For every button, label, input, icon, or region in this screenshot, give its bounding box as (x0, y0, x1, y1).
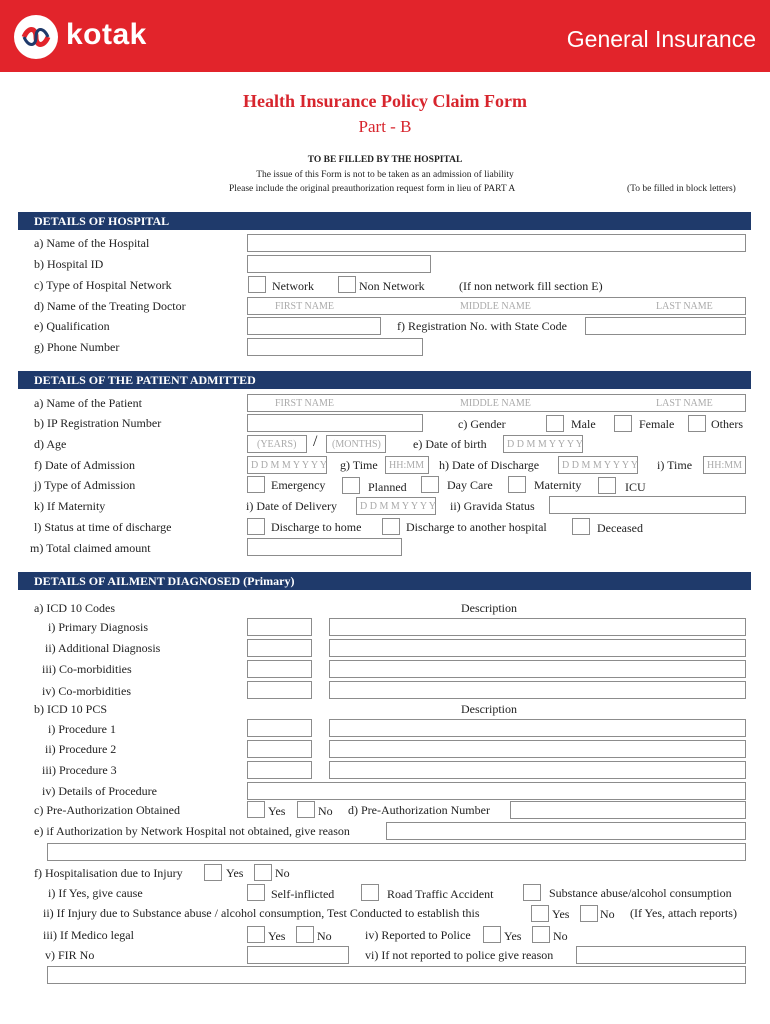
registration-field[interactable] (585, 317, 746, 335)
police-yes-label: Yes (504, 929, 522, 943)
proc2-label: ii) Procedure 2 (45, 742, 117, 756)
test-yes-label: Yes (552, 907, 570, 921)
injury-yes-label: Yes (226, 866, 244, 880)
time-placeholder: HH:MM (389, 460, 425, 471)
section-hospital: DETAILS OF HOSPITAL (18, 212, 751, 230)
auth-reason-label: e) if Authorization by Network Hospital not obtained, give reason (34, 824, 350, 838)
preauth-note: Please include the original preauthorization request form in lieu of PART A (229, 184, 516, 194)
admission-time-field[interactable] (385, 456, 429, 474)
additional-dx-code[interactable] (247, 639, 312, 657)
form-part: Part - B (358, 117, 412, 136)
registration-label: f) Registration No. with State Code (397, 319, 567, 333)
substance-checkbox[interactable] (523, 884, 541, 901)
comorb4-label: iv) Co-morbidities (42, 684, 131, 698)
deceased-label: Deceased (597, 521, 643, 535)
preauth-label: c) Pre-Authorization Obtained (34, 803, 180, 817)
comorb4-desc[interactable] (329, 681, 746, 699)
age-label: d) Age (34, 437, 67, 451)
auth-reason-field-2[interactable] (47, 843, 746, 861)
discharge-home-checkbox[interactable] (247, 518, 265, 535)
non-network-label: Non Network (359, 279, 425, 293)
time-placeholder: HH:MM (707, 460, 743, 471)
substance-test-label: ii) If Injury due to Substance abuse / alcohol consumption, Test Conducted to establish this (43, 906, 480, 920)
phone-field[interactable] (247, 338, 423, 356)
comorb3-label: iii) Co-morbidities (42, 662, 132, 676)
police-no-label: No (553, 929, 568, 943)
injury-yes-checkbox[interactable] (204, 864, 222, 881)
form-title: Health Insurance Policy Claim Form (243, 91, 527, 111)
years-placeholder: (YEARS) (257, 439, 297, 450)
primary-dx-label: i) Primary Diagnosis (48, 620, 148, 634)
product-name: General Insurance (566, 26, 756, 52)
date-placeholder: D D M M Y Y Y Y (562, 460, 639, 471)
hospital-name-field[interactable] (247, 234, 746, 252)
section-ailment: DETAILS OF AILMENT DIAGNOSED (Primary) (18, 572, 751, 590)
dob-field[interactable] (503, 435, 583, 453)
medico-yes-checkbox[interactable] (247, 926, 265, 943)
substance-label: Substance abuse/alcohol consumption (549, 886, 732, 900)
block-letters-note: (To be filled in block letters) (627, 184, 736, 194)
not-reported-field-2[interactable] (47, 966, 746, 984)
police-no-checkbox[interactable] (532, 926, 550, 943)
female-checkbox[interactable] (614, 415, 632, 432)
ip-reg-label: b) IP Registration Number (34, 416, 162, 430)
doctor-name-field[interactable] (247, 297, 746, 315)
first-name-placeholder: FIRST NAME (275, 398, 334, 409)
dob-label: e) Date of birth (413, 437, 487, 451)
patient-name-field[interactable] (247, 394, 746, 412)
planned-checkbox[interactable] (342, 477, 360, 494)
police-yes-checkbox[interactable] (483, 926, 501, 943)
phone-label: g) Phone Number (34, 340, 120, 354)
brand-logo-text: kotak (66, 18, 147, 51)
date-placeholder: D D M M Y Y Y Y (507, 439, 584, 450)
discharge-other-checkbox[interactable] (382, 518, 400, 535)
filled-by-note: TO BE FILLED BY THE HOSPITAL (307, 155, 463, 165)
qualification-field[interactable] (247, 317, 381, 335)
fir-label: v) FIR No (45, 948, 95, 962)
admission-date-field[interactable] (247, 456, 327, 474)
discharge-time-label: i) Time (657, 458, 693, 472)
primary-dx-code[interactable] (247, 618, 312, 636)
maternity-checkbox[interactable] (508, 476, 526, 493)
others-checkbox[interactable] (688, 415, 706, 432)
network-type-label: c) Type of Hospital Network (34, 278, 172, 292)
proc1-label: i) Procedure 1 (48, 722, 116, 736)
non-network-note: (If non network fill section E) (459, 279, 603, 293)
preauth-yes-checkbox[interactable] (247, 801, 265, 818)
self-inflicted-checkbox[interactable] (247, 884, 265, 901)
comorb4-code[interactable] (247, 681, 312, 699)
maternity-label: k) If Maternity (34, 499, 106, 513)
medico-no-checkbox[interactable] (296, 926, 314, 943)
icd10-label: a) ICD 10 Codes (34, 601, 115, 615)
gender-label: c) Gender (458, 417, 506, 431)
test-yes-checkbox[interactable] (531, 905, 549, 922)
admission-type-label: j) Type of Admission (34, 478, 136, 492)
ip-reg-field[interactable] (247, 414, 423, 432)
deceased-checkbox[interactable] (572, 518, 590, 535)
age-years-field[interactable] (247, 435, 307, 453)
gravida-label: ii) Gravida Status (450, 499, 535, 513)
emergency-label: Emergency (271, 478, 326, 492)
reported-police-label: iv) Reported to Police (365, 928, 471, 942)
proc3-desc[interactable] (329, 761, 746, 779)
medico-yes-label: Yes (268, 929, 286, 943)
last-name-placeholder: LAST NAME (656, 301, 713, 312)
icu-checkbox[interactable] (598, 477, 616, 494)
hospital-name-label: a) Name of the Hospital (34, 236, 150, 250)
auth-reason-field[interactable] (386, 822, 746, 840)
middle-name-placeholder: MIDDLE NAME (460, 398, 531, 409)
comorb3-desc[interactable] (329, 660, 746, 678)
hospital-id-field[interactable] (247, 255, 431, 273)
proc1-desc[interactable] (329, 719, 746, 737)
others-label: Others (711, 417, 743, 431)
liability-note: The issue of this Form is not to be taken as an admission of liability (256, 170, 514, 180)
patient-name-label: a) Name of the Patient (34, 396, 142, 410)
preauth-no-checkbox[interactable] (297, 801, 315, 818)
discharge-other-label: Discharge to another hospital (406, 520, 547, 534)
preauth-number-field[interactable] (510, 801, 746, 819)
description-header-pcs: Description (461, 702, 517, 716)
qualification-label: e) Qualification (34, 319, 110, 333)
emergency-checkbox[interactable] (247, 476, 265, 493)
male-checkbox[interactable] (546, 415, 564, 432)
section-patient: DETAILS OF THE PATIENT ADMITTED (18, 371, 751, 389)
proc2-desc[interactable] (329, 740, 746, 758)
discharge-time-field[interactable] (703, 456, 746, 474)
admission-time-label: g) Time (340, 458, 378, 472)
injury-no-checkbox[interactable] (254, 864, 272, 881)
total-claimed-field[interactable] (247, 538, 402, 556)
network-label: Network (272, 279, 314, 293)
male-label: Male (571, 417, 596, 431)
date-placeholder: D D M M Y Y Y Y (360, 501, 437, 512)
delivery-date-field[interactable] (356, 497, 436, 515)
not-reported-label: vi) If not reported to police give reason (365, 948, 554, 962)
middle-name-placeholder: MIDDLE NAME (460, 301, 531, 312)
description-header: Description (461, 601, 517, 615)
planned-label: Planned (368, 480, 407, 494)
female-label: Female (639, 417, 675, 431)
maternity-option-label: Maternity (534, 478, 582, 492)
injury-label: f) Hospitalisation due to Injury (34, 866, 183, 880)
comorb3-code[interactable] (247, 660, 312, 678)
test-no-label: No (600, 907, 615, 921)
discharge-home-label: Discharge to home (271, 520, 362, 534)
kotak-logo-icon (14, 15, 58, 59)
last-name-placeholder: LAST NAME (656, 398, 713, 409)
primary-dx-desc[interactable] (329, 618, 746, 636)
proc1-code[interactable] (247, 719, 312, 737)
network-checkbox[interactable] (248, 276, 266, 293)
age-separator: / (313, 433, 318, 450)
day-care-label: Day Care (447, 478, 493, 492)
proc-details-field[interactable] (247, 782, 746, 800)
proc2-code[interactable] (247, 740, 312, 758)
test-no-checkbox[interactable] (580, 905, 598, 922)
discharge-date-label: h) Date of Discharge (439, 458, 540, 472)
attach-note: (If Yes, attach reports) (630, 906, 737, 920)
preauth-yes-label: Yes (268, 804, 286, 818)
preauth-number-label: d) Pre-Authorization Number (348, 803, 490, 817)
date-placeholder: D D M M Y Y Y Y (251, 460, 328, 471)
delivery-date-label: i) Date of Delivery (246, 499, 337, 513)
fir-field[interactable] (247, 946, 349, 964)
preauth-no-label: No (318, 804, 333, 818)
rta-label: Road Traffic Accident (387, 887, 494, 901)
doctor-label: d) Name of the Treating Doctor (34, 299, 186, 313)
non-network-checkbox[interactable] (338, 276, 356, 293)
medico-legal-label: iii) If Medico legal (43, 928, 134, 942)
proc3-label: iii) Procedure 3 (42, 763, 117, 777)
self-inflicted-label: Self-inflicted (271, 887, 335, 901)
first-name-placeholder: FIRST NAME (275, 301, 334, 312)
discharge-status-label: l) Status at time of discharge (34, 520, 172, 534)
rta-checkbox[interactable] (361, 884, 379, 901)
gravida-field[interactable] (549, 496, 746, 514)
injury-no-label: No (275, 866, 290, 880)
discharge-date-field[interactable] (558, 456, 638, 474)
proc-details-label: iv) Details of Procedure (42, 784, 157, 798)
day-care-checkbox[interactable] (421, 476, 439, 493)
additional-dx-label: ii) Additional Diagnosis (45, 641, 161, 655)
icd10pcs-label: b) ICD 10 PCS (34, 702, 108, 716)
hospital-id-label: b) Hospital ID (34, 257, 104, 271)
not-reported-field[interactable] (576, 946, 746, 964)
medico-no-label: No (317, 929, 332, 943)
total-claimed-label: m) Total claimed amount (30, 541, 151, 555)
months-placeholder: (MONTHS) (332, 439, 381, 450)
cause-label: i) If Yes, give cause (48, 886, 143, 900)
additional-dx-desc[interactable] (329, 639, 746, 657)
age-months-field[interactable] (326, 435, 386, 453)
proc3-code[interactable] (247, 761, 312, 779)
icu-label: ICU (625, 480, 646, 494)
admission-date-label: f) Date of Admission (34, 458, 135, 472)
